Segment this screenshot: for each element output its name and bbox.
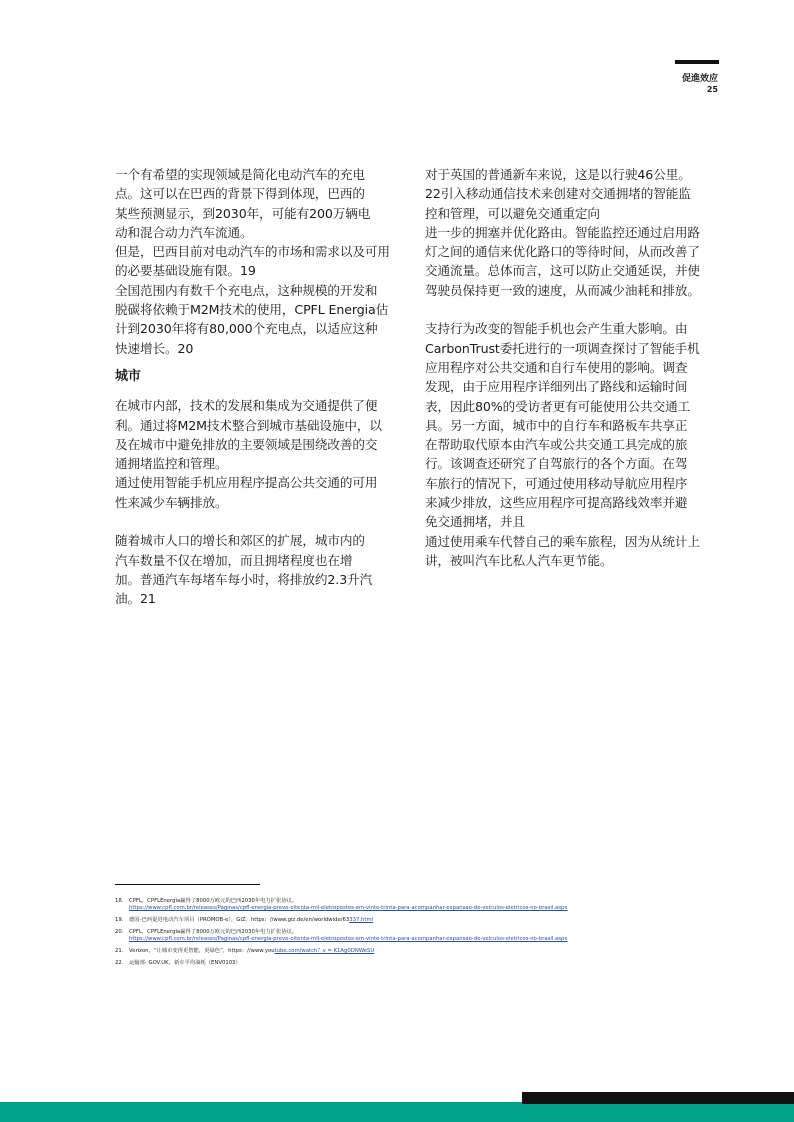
paragraph-smartphones xyxy=(425,319,725,570)
text-line: 脱碳将依赖于M2M技术的使用，CPFL Energia估 xyxy=(115,302,389,318)
footnote-18 xyxy=(115,898,675,912)
text-line: 但是，巴西目前对电动汽车的市场和需求以及可用 xyxy=(115,244,390,260)
text-line: 全国范围内有数千个充电点，这种规模的开发和 xyxy=(115,282,378,298)
footnote-number: 18. xyxy=(115,898,124,904)
text-line: 动和混合动力汽车流通。 xyxy=(115,224,253,240)
text-line: 车旅行的情况下，可通过使用移动导航应用程序 xyxy=(425,475,688,491)
footnote-22 xyxy=(115,960,675,967)
paragraph-traffic-monitoring xyxy=(425,165,725,300)
left-column xyxy=(115,165,397,609)
text-line: 22引入移动通信技术来创建对交通拥堵的智能监 xyxy=(425,186,691,202)
paragraph-gap xyxy=(115,512,397,531)
text-line: 性来减少车辆排放。 xyxy=(115,494,228,510)
footnote-link[interactable]: https://www.cpfl.com.br/releases/Paginas/cpfl-energia-preve-oitenta-mil-eletropostos-em-vinte-trinta-para-acompanhar-expansao-de-veiculos-eletricos-no-brasil.aspx xyxy=(129,936,568,942)
footnote-number: 21. xyxy=(115,948,124,954)
footnote-text: 德国-巴西促进电动汽车项目（PROMOB-e），GIZ，https：//www.giz.de/en/worldwide/63 xyxy=(129,917,350,923)
paragraph-gap xyxy=(425,300,725,319)
text-line: 免交通拥堵，并且 xyxy=(425,514,525,530)
text-line: 灯之间的通信来优化路口的等待时间，从而改善了 xyxy=(425,244,700,260)
footnote-number: 20. xyxy=(115,929,124,935)
footnote-text: 运输部- GOV.UK，新车平均油耗（ENV0103） xyxy=(129,960,241,966)
text-line: 发现，由于应用程序详细列出了路线和运输时间 xyxy=(425,379,688,395)
text-line: 行。该调查还研究了自驾旅行的各个方面。在驾 xyxy=(425,456,688,472)
header-rule xyxy=(675,60,719,64)
footnote-number: 19. xyxy=(115,917,124,923)
footnotes xyxy=(115,898,675,972)
paragraph-ev-charging xyxy=(115,165,397,358)
text-line: 通过使用智能手机应用程序提高公共交通的可用 xyxy=(115,475,378,491)
section-title: 促進效应 xyxy=(681,74,718,84)
text-line: 支持行为改变的智能手机也会产生重大影响。由 xyxy=(425,321,688,337)
text-line: 在帮助取代原本由汽车或公共交通工具完成的旅 xyxy=(425,437,688,453)
text-line: 对于英国的普通新车来说，这是以行驶46公里。 xyxy=(425,167,691,182)
right-column xyxy=(425,165,725,570)
footnote-text: CPFL，CPFLEnergia赢得了8000万欧元的巴西2030年电力扩张协议。 xyxy=(129,929,298,935)
text-line: 进一步的拥塞并优化路由。智能监控还通过启用路 xyxy=(425,224,700,240)
section-heading-city: 城市 xyxy=(115,368,141,384)
text-line: 油。21 xyxy=(115,591,156,607)
text-line: 驾驶员保持更一致的速度，从而减少油耗和排放。 xyxy=(425,282,700,298)
text-line: CarbonTrust委托进行的一项调查探讨了智能手机 xyxy=(425,340,700,356)
text-line: 随着城市人口的增长和郊区的扩展，城市内的 xyxy=(115,533,365,549)
text-line: 一个有希望的实现领域是简化电动汽车的充电 xyxy=(115,167,365,182)
text-line: 某些预测显示，到2030年，可能有200万辆电 xyxy=(115,205,371,221)
footnote-21 xyxy=(115,948,675,955)
text-line: 及在城市中避免排放的主要领域是围绕改善的交 xyxy=(115,436,378,452)
footnote-rule xyxy=(115,884,260,885)
footnote-text: CPFL，CPFLEnergia赢得了8000万欧元的巴西2030年电力扩张协议。 xyxy=(129,898,298,904)
text-line: 表，因此80%的受访者更有可能使用公共交通工 xyxy=(425,398,691,414)
text-line: 在城市内部，技术的发展和集成为交通提供了便 xyxy=(115,398,378,414)
text-line: 点。这可以在巴西的背景下得到体现，巴西的 xyxy=(115,186,365,202)
text-line: 应用程序对公共交通和自行车使用的影响。调查 xyxy=(425,359,688,375)
footnote-19 xyxy=(115,917,675,924)
footer-green-band xyxy=(0,1102,794,1122)
text-line: 控和管理，可以避免交通重定向 xyxy=(425,205,600,221)
text-line: 具。另一方面，城市中的自行车和路板车共享正 xyxy=(425,417,688,433)
footnote-text: Verizon，“让城市变得更智能，更绿色”，https：//www.you xyxy=(129,948,275,954)
page-number: 25 xyxy=(706,85,718,94)
text-line: 通过使用乘车代替自己的乘车旅程，因为从统计上 xyxy=(425,533,700,549)
text-line: 加。普通汽车每堵车每小时，将排放约2.3升汽 xyxy=(115,571,373,587)
footnote-link[interactable]: tube.com/watch？v = K1Ag0DNWeSU xyxy=(274,948,375,954)
text-line: 交通流量。总体而言，这可以防止交通延误，并使 xyxy=(425,263,700,279)
text-line: 汽车数量不仅在增加，而且拥堵程度也在增 xyxy=(115,552,353,568)
footnote-20 xyxy=(115,929,675,943)
footnote-number: 22. xyxy=(115,960,124,966)
text-line: 通拥堵监控和管理。 xyxy=(115,456,228,472)
footer-black-band xyxy=(522,1092,794,1104)
paragraph-urban-growth xyxy=(115,531,397,608)
text-line: 计到2030年将有80,000个充电点，以适应这种 xyxy=(115,321,378,337)
text-line: 讲，被叫汽车比私人汽车更节能。 xyxy=(425,552,613,568)
text-line: 的必要基础设施有限。19 xyxy=(115,263,256,279)
text-line: 快速增长。20 xyxy=(115,340,194,356)
text-line: 利。通过将M2M技术整合到城市基础设施中，以 xyxy=(115,417,382,433)
text-line: 来减少排放，这些应用程序可提高路线效率并避 xyxy=(425,495,688,511)
paragraph-city-tech xyxy=(115,396,397,512)
footnote-link[interactable]: https://www.cpfl.com.br/releases/Paginas/cpfl-energia-preve-oitenta-mil-eletropostos-em-vinte-trinta-para-acompanhar-expansao-de-veiculos-eletricos-no-brasil.aspx xyxy=(129,905,568,911)
footnote-link[interactable]: 337.html xyxy=(349,917,374,923)
